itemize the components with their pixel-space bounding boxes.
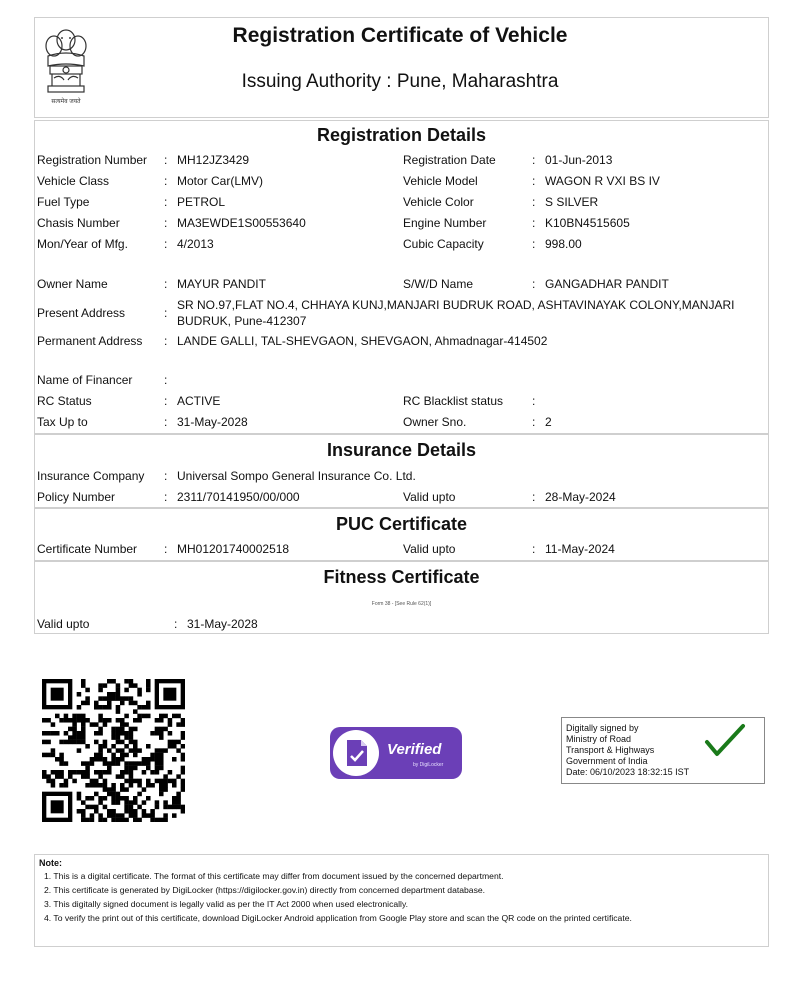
- rc-blacklist-label: RC Blacklist status: [403, 394, 504, 408]
- reg-row-value: S SILVER: [545, 195, 599, 209]
- reg-row-label: Vehicle Color: [403, 195, 474, 209]
- reg-row-value: PETROL: [177, 195, 226, 209]
- permanent-address-label: Permanent Address: [37, 334, 143, 348]
- owner-sno-value: 2: [545, 415, 552, 429]
- puc-valid-value: 11-May-2024: [545, 542, 615, 556]
- reg-row-value: 4/2013: [177, 237, 214, 251]
- swd-name-value: GANGADHAR PANDIT: [545, 277, 669, 291]
- swd-name-label: S/W/D Name: [403, 277, 474, 291]
- signature-line: Ministry of Road: [566, 734, 632, 744]
- reg-row-label: Vehicle Model: [403, 174, 478, 188]
- colon: :: [164, 237, 168, 251]
- page-title: Registration Certificate of Vehicle: [232, 24, 568, 47]
- policy-number-value: 2311/70141950/00/000: [177, 490, 300, 504]
- puc-cert-value: MH01201740002518: [177, 542, 290, 556]
- checkmark-icon: [703, 722, 747, 758]
- colon: :: [174, 617, 178, 631]
- colon: :: [532, 415, 536, 429]
- qr-code[interactable]: [42, 679, 185, 822]
- present-address-label: Present Address: [37, 306, 126, 320]
- signature-line: Government of India: [566, 756, 648, 766]
- owner-name-label: Owner Name: [37, 277, 108, 291]
- insurance-company-value: Universal Sompo General Insurance Co. Ltd.: [177, 469, 416, 483]
- puc-cert-label: Certificate Number: [37, 542, 138, 556]
- issuing-authority: Issuing Authority : Pune, Maharashtra: [241, 71, 559, 92]
- insurance-valid-value: 28-May-2024: [545, 490, 616, 504]
- financer-label: Name of Financer: [37, 373, 133, 387]
- colon: :: [164, 394, 168, 408]
- note-item: 4. To verify the print out of this certificate, download DigiLocker Android application from Google Play store and scan the QR code on the printed certificate.: [44, 913, 632, 923]
- document-verified-icon: [343, 738, 371, 768]
- permanent-address-value: LANDE GALLI, TAL-SHEVGAON, SHEVGAON, Ahmadnagar-414502: [177, 334, 548, 348]
- policy-number-label: Policy Number: [37, 490, 116, 504]
- colon: :: [532, 542, 536, 556]
- reg-row-label: Registration Number: [37, 153, 148, 167]
- reg-row-value: K10BN4515605: [545, 216, 630, 230]
- emblem-caption: सत्यमेव जयते: [51, 99, 81, 105]
- colon: :: [164, 195, 168, 209]
- tax-label: Tax Up to: [37, 415, 88, 429]
- colon: :: [532, 174, 536, 188]
- verified-badge-sub: by DigiLocker: [413, 762, 444, 768]
- colon: :: [532, 277, 536, 291]
- insurance-valid-label: Valid upto: [403, 490, 456, 504]
- note-item: 2. This certificate is generated by DigiLocker (https://digilocker.gov.in) directly from concerned department database.: [44, 885, 486, 895]
- colon: :: [164, 373, 168, 387]
- insurance-company-label: Insurance Company: [37, 469, 145, 483]
- colon: :: [164, 490, 168, 504]
- reg-row-value: WAGON R VXI BS IV: [545, 174, 660, 188]
- reg-row-label: Cubic Capacity: [403, 237, 484, 251]
- colon: :: [532, 237, 536, 251]
- colon: :: [532, 216, 536, 230]
- colon: :: [164, 415, 168, 429]
- owner-sno-label: Owner Sno.: [403, 415, 467, 429]
- reg-row-value: MA3EWDE1S00553640: [177, 216, 306, 230]
- colon: :: [164, 174, 168, 188]
- present-address-value: SR NO.97,FLAT NO.4, CHHAYA KUNJ,MANJARI BUDRUK ROAD, ASHTAVINAYAK COLONY,MANJARI BUDRUK, Pune-412307: [177, 298, 735, 328]
- reg-row-label: Fuel Type: [37, 195, 90, 209]
- rc-status-value: ACTIVE: [177, 394, 221, 408]
- verified-badge-text: Verified: [387, 741, 442, 758]
- colon: :: [532, 195, 536, 209]
- fitness-section-title: Fitness Certificate: [323, 567, 480, 587]
- reg-row-label: Mon/Year of Mfg.: [37, 237, 128, 251]
- reg-row-label: Engine Number: [403, 216, 487, 230]
- reg-row-label: Chasis Number: [37, 216, 120, 230]
- colon: :: [164, 542, 168, 556]
- fitness-form-note: Form 38 - [See Rule 62(1)]: [371, 601, 432, 607]
- signature-line: Digitally signed by: [566, 723, 639, 733]
- tax-value: 31-May-2028: [177, 415, 248, 429]
- reg-row-value: Motor Car(LMV): [177, 174, 264, 188]
- signature-line: Transport & Highways: [566, 745, 655, 755]
- note-item: 1. This is a digital certificate. The format of this certificate may differ from document issued by the concerned department.: [44, 871, 504, 881]
- reg-row-value: 01-Jun-2013: [545, 153, 613, 167]
- insurance-section-title: Insurance Details: [326, 440, 477, 460]
- signature-date: Date: 06/10/2023 18:32:15 IST: [566, 767, 690, 777]
- puc-section-title: PUC Certificate: [335, 514, 468, 534]
- colon: :: [532, 394, 536, 408]
- reg-row-value: 998.00: [545, 237, 582, 251]
- colon: :: [164, 216, 168, 230]
- colon: :: [164, 469, 168, 483]
- reg-row-value: MH12JZ3429: [177, 153, 250, 167]
- puc-valid-label: Valid upto: [403, 542, 456, 556]
- colon: :: [164, 277, 168, 291]
- reg-row-label: Vehicle Class: [37, 174, 110, 188]
- fitness-valid-value: 31-May-2028: [187, 617, 258, 631]
- registration-section-title: Registration Details: [316, 125, 487, 145]
- note-item: 3. This digitally signed document is legally valid as per the IT Act 2000 when used electronically.: [44, 899, 409, 909]
- rc-status-label: RC Status: [37, 394, 92, 408]
- owner-name-value: MAYUR PANDIT: [177, 277, 266, 291]
- notes-title: Note:: [39, 858, 62, 868]
- colon: :: [532, 490, 536, 504]
- reg-row-label: Registration Date: [403, 153, 496, 167]
- fitness-valid-label: Valid upto: [37, 617, 90, 631]
- colon: :: [532, 153, 536, 167]
- colon: :: [164, 153, 168, 167]
- colon: :: [164, 334, 168, 348]
- colon: :: [164, 306, 168, 320]
